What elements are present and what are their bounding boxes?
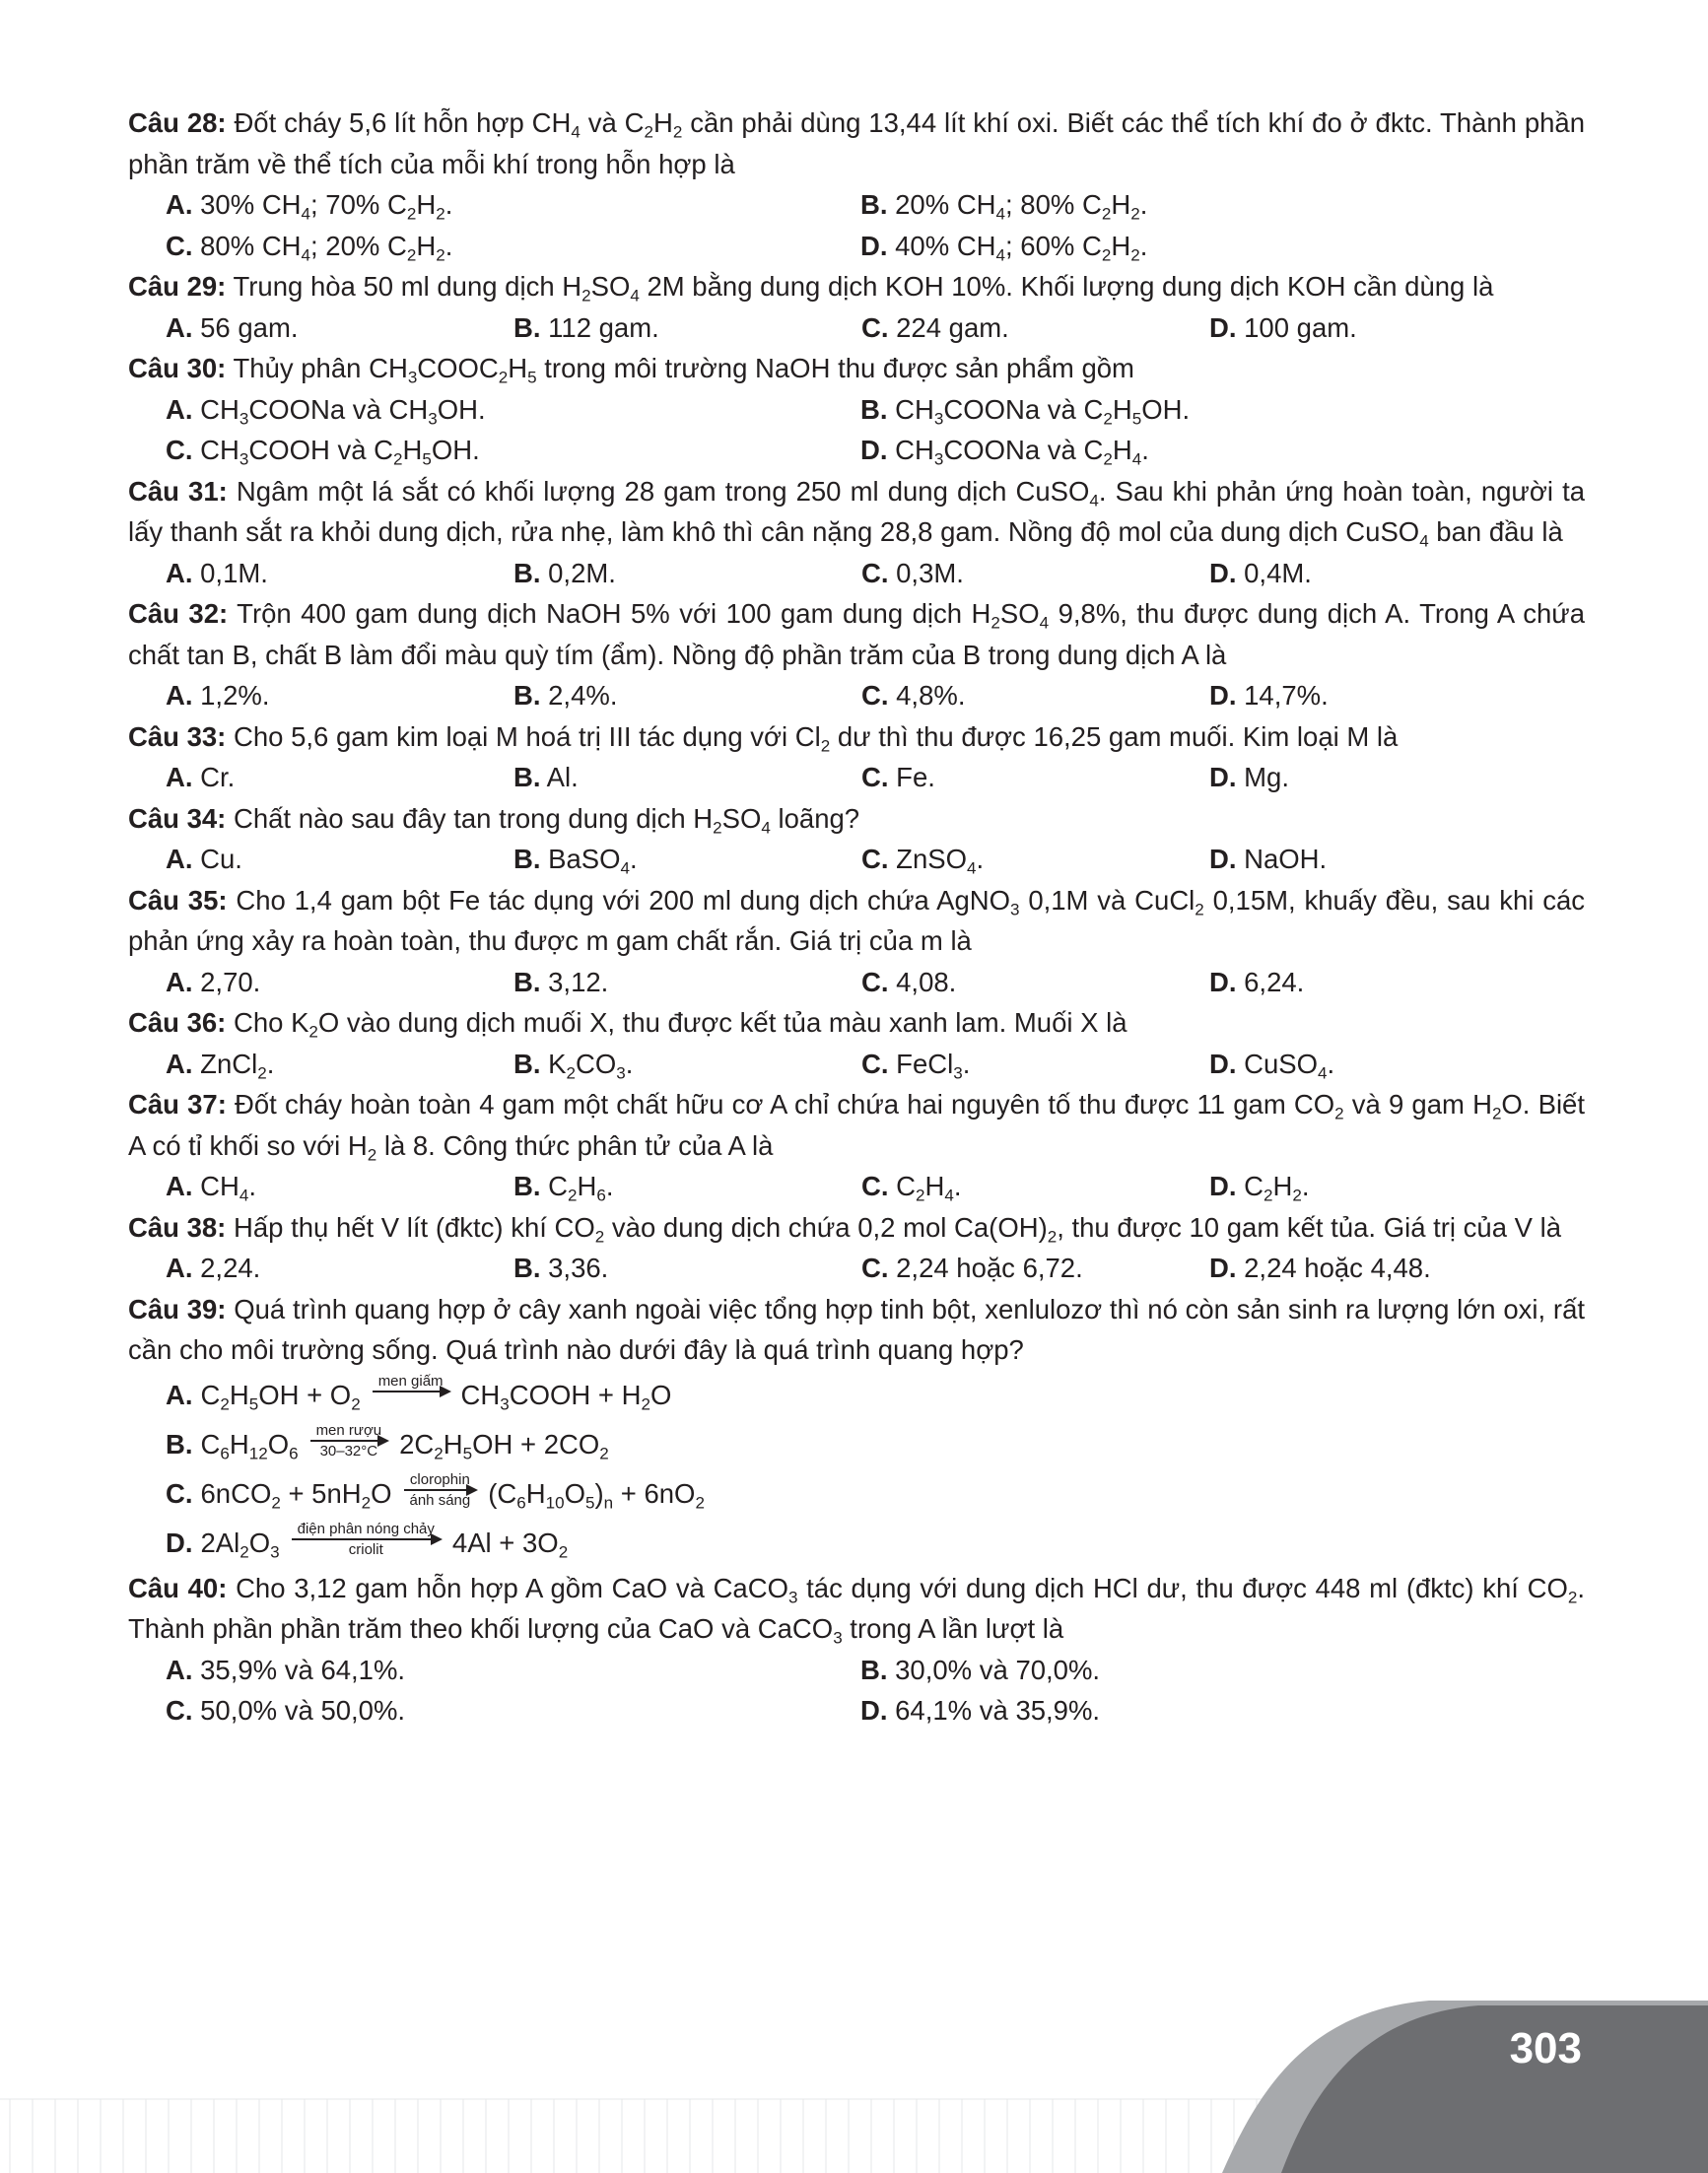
question-text: Ngâm một lá sắt có khối lượng 28 gam trong 250 ml dung dịch CuSO$_4$. Sau khi phản ứng hoàn toàn, người ta lấy thanh sắt ra khỏi dung dịch, rửa nhẹ, làm khô thì cân nặng 28,8 gam. Nồng độ mol của dung dịch CuSO$_4$ ban đầu là [128,475,1586,551]
option-text: 40% $CH_4$; 60% $C_2H_2$. [895,230,1148,264]
option-letter: B. [513,762,541,792]
option-row [128,1690,1585,1732]
arrow-condition-above: men rượu [315,1421,382,1439]
option-text: $CH_3COONa$ và $CH_3OH$. [200,393,486,428]
question-stem [128,348,1585,389]
question-text: Đốt cháy hoàn toàn 4 gam một chất hữu cơ A chỉ chứa hai nguyên tố thu được 11 gam $CO_2$ và 9 gam $H_2O$. Biết A có tỉ khối so với $H_2$ là 8. Công thức phân tử của A là [128,1089,1585,1164]
answer-option [860,226,1555,267]
option-letter: C. [861,762,889,792]
question-number: Câu 40: [128,1572,228,1603]
option-text: $CH_4$. [200,1171,256,1205]
option-text: 30,0% và 70,0%. [895,1654,1101,1685]
answer-option [1209,1044,1557,1085]
option-text: 3,12. [548,966,609,997]
question-text: Trộn 400 gam dung dịch NaOH 5% với 100 gam dung dịch $H_2SO_4$ 9,8%, thu được dung dịch A. Trong A chứa chất tan B, chất B làm đổi màu quỳ tím (ẩm). Nồng độ phần trăm của B trong dung dịch A là [128,598,1585,670]
option-letter: C. [166,1477,193,1509]
option-text: 0,4M. [1244,557,1312,588]
answer-option [860,184,1555,226]
answer-option [513,757,861,798]
answer-option [513,962,861,1003]
answer-option [513,553,861,594]
footer-grid-lines [10,2099,1279,2173]
answer-option [166,1690,860,1732]
option-letter: B. [860,393,888,425]
option-text: Al. [546,762,579,792]
option-letter: A. [166,1171,193,1201]
reaction-arrow [310,1422,388,1460]
arrow-condition-above: clorophin [409,1470,470,1488]
question-stem [128,1568,1585,1650]
option-letter: B. [513,680,541,711]
option-text: $CH_3COONa$ và $C_2H_4$. [895,435,1149,469]
option-text: CuSO$_4$. [1244,1048,1335,1082]
option-letter: D. [1209,844,1237,874]
arrow-line [404,1489,477,1491]
option-letter: D. [1209,1171,1237,1201]
page-number: 303 [1509,2024,1582,2072]
option-letter: D. [1209,311,1237,343]
option-row [128,675,1585,716]
answer-option [166,307,513,349]
option-letter: D. [860,435,888,465]
question-stem [128,1289,1585,1371]
question-stem [128,1002,1585,1044]
answer-option [166,1044,513,1085]
answer-option [860,1690,1555,1732]
option-text: 112 gam. [548,311,659,343]
option-letter: B. [513,557,541,588]
answer-option [166,226,860,267]
option-letter: A. [166,311,193,343]
option-text: Cr. [200,762,236,792]
option-letter: C. [166,435,193,465]
option-letter: C. [861,311,889,343]
option-letter: A. [166,1654,193,1685]
equation-option [128,1420,1585,1469]
option-text: 2,24. [200,1253,261,1283]
option-text: BaSO$_4$. [548,844,638,878]
question-stem [128,798,1585,840]
option-row [128,1166,1585,1207]
reactants: $C_2H_5OH + O_2$ [200,1379,361,1414]
question-stem [128,593,1585,675]
answer-option [513,1044,861,1085]
option-text: $K_2CO_3$. [548,1048,634,1082]
arrow-line [292,1538,441,1540]
option-letter: B. [513,1171,541,1201]
answer-option [166,962,513,1003]
answer-option [166,553,513,594]
option-letter: B. [513,844,541,874]
question-number: Câu 28: [128,107,227,138]
option-row [128,553,1585,594]
question-text: Cho 3,12 gam hỗn hợp A gồm CaO và CaCO$_3$ tác dụng với dung dịch HCl dư, thu được 448 ml (đktc) khí $CO_2$. Thành phần phần trăm theo khối lượng của CaO và CaCO$_3$ trong A lần lượt là [128,1572,1585,1648]
question-text: Hấp thụ hết V lít (đktc) khí $CO_2$ vào dung dịch chứa 0,2 mol $Ca(OH)_2$, thu được 10 gam kết tủa. Giá trị của V là [226,1211,1562,1246]
option-letter: D. [166,1527,193,1558]
question-stem [128,266,1585,307]
answer-option [166,757,513,798]
option-letter: A. [166,966,193,997]
option-text: 14,7%. [1244,680,1329,711]
option-text: $C_2H_4$. [896,1171,962,1205]
option-text: NaOH. [1244,844,1328,874]
question-text: Trung hòa 50 ml dung dịch $H_2SO_4$ 2M bằng dung dịch KOH 10%. Khối lượng dung dịch KOH cần dùng là [226,271,1494,306]
answer-option [166,675,513,716]
question-text: Cho 1,4 gam bột Fe tác dụng với 200 ml dung dịch chứa AgNO$_3$ 0,1M và CuCl$_2$ 0,15M, khuấy đều, sau khi các phản ứng xảy ra hoàn toàn, thu được m gam chất rắn. Giá trị của m là [128,884,1586,956]
option-letter: D. [1209,557,1237,588]
option-letter: C. [166,230,193,261]
option-letter: D. [1209,762,1237,792]
option-text: 0,1M. [200,557,268,588]
answer-option [513,307,861,349]
option-letter: C. [861,1171,889,1201]
answer-option [861,962,1209,1003]
answer-option [861,307,1209,349]
option-text: 64,1% và 35,9%. [895,1695,1101,1726]
option-letter: A. [166,189,193,220]
option-letter: A. [166,557,193,588]
option-text: 80% $CH_4$; 20% $C_2H_2$. [200,230,453,264]
question-text: Cho $K_2O$ vào dung dịch muối X, thu được kết tủa màu xanh lam. Muối X là [226,1007,1127,1042]
answer-option [860,1650,1555,1691]
answer-option [861,1248,1209,1289]
question-stem [128,716,1585,758]
question-text: Cho 5,6 gam kim loại M hoá trị III tác dụng với $Cl_2$ dư thì thu được 16,25 gam muối. Kim loại M là [226,720,1399,755]
option-letter: B. [513,966,541,997]
option-text: Mg. [1244,762,1289,792]
question-list [128,102,1585,1732]
option-text: $C_2H_2$. [1244,1171,1310,1205]
answer-option [1209,553,1557,594]
arrow-condition-above: điện phân nóng chảy [297,1520,435,1537]
option-letter: C. [861,680,889,711]
option-text: Fe. [896,762,935,792]
answer-option [1209,1166,1557,1207]
question-stem [128,880,1585,962]
reaction-arrow [404,1471,477,1509]
option-letter: A. [166,844,193,874]
option-text: 2,24 hoặc 6,72. [896,1253,1083,1283]
arrow-condition-above: men giấm [377,1372,444,1390]
answer-option [1209,307,1557,349]
answer-option [861,757,1209,798]
option-letter: C. [861,557,889,588]
answer-option [1209,1248,1557,1289]
question-number: Câu 33: [128,720,227,752]
option-text: $CH_3COOH$ và $C_2H_5OH$. [200,435,480,469]
question-stem [128,102,1585,184]
option-text: ZnSO$_4$. [896,844,985,878]
option-text: $CH_3COONa$ và $C_2H_5OH$. [895,393,1191,428]
answer-option [166,430,860,471]
arrow-condition-below: ánh sáng [409,1491,471,1509]
arrow-line [310,1440,388,1442]
option-text: 1,2%. [200,680,270,711]
option-text: $C_2H_6$. [548,1171,614,1205]
reactants: $C_6H_{12}O_6$ [200,1428,299,1463]
option-letter: A. [166,762,193,792]
question-number: Câu 37: [128,1089,227,1120]
products: $2C_2H_5OH + 2CO_2$ [399,1428,609,1463]
option-row [128,1044,1585,1085]
option-letter: C. [861,844,889,874]
option-text: 4,08. [896,966,957,997]
question-number: Câu 36: [128,1007,227,1038]
answer-option [513,1166,861,1207]
answer-option [1209,962,1557,1003]
answer-option [1209,757,1557,798]
answer-option [861,675,1209,716]
question-text: Chất nào sau đây tan trong dung dịch $H_2SO_4$ loãng? [226,802,860,837]
reactants: $6nCO_2 + 5nH_2O$ [200,1477,392,1513]
answer-option [513,839,861,880]
option-text: 0,3M. [896,557,964,588]
answer-option [166,1248,513,1289]
option-text: 20% $CH_4$; 80% $C_2H_2$. [895,189,1148,224]
arrow-condition-below: criolit [348,1540,383,1558]
option-letter: B. [513,1253,541,1283]
question-text: Thủy phân $CH_3COOC_2H_5$ trong môi trường NaOH thu được sản phẩm gồm [226,353,1134,387]
option-row [128,757,1585,798]
option-letter: A. [166,680,193,711]
answer-option [166,1166,513,1207]
answer-option [861,553,1209,594]
option-letter: D. [860,1695,888,1726]
option-text: FeCl$_3$. [896,1048,971,1082]
question-stem [128,471,1585,553]
option-row [128,839,1585,880]
option-text: 30% $CH_4$; 70% $C_2H_2$. [200,189,453,224]
arrow-condition-below: 30–32°C [319,1442,378,1460]
option-letter: A. [166,1253,193,1283]
option-row [128,1650,1585,1691]
option-row [128,1248,1585,1289]
option-row [128,389,1585,431]
equation-option [128,1371,1585,1420]
answer-option [166,184,860,226]
option-letter: B. [513,311,541,343]
option-text: 2,4%. [548,680,618,711]
answer-option [166,1650,860,1691]
option-letter: B. [513,1048,541,1079]
question-number: Câu 30: [128,353,227,383]
option-row [128,307,1585,349]
option-text: 3,36. [548,1253,609,1283]
arrow-condition-below [405,1393,417,1410]
equation-option [128,1469,1585,1519]
option-text: 2,24 hoặc 4,48. [1244,1253,1431,1283]
option-letter: B. [860,1654,888,1685]
question-number: Câu 32: [128,598,229,629]
option-letter: D. [1209,1048,1237,1079]
option-letter: A. [166,393,193,425]
equation-option [128,1519,1585,1568]
question-number: Câu 35: [128,884,228,916]
products: $(C_6H_{10}O_5)_n + 6nO_2$ [488,1477,705,1513]
option-text: 100 gam. [1244,311,1357,343]
arrow-line [373,1391,449,1392]
option-letter: C. [861,966,889,997]
option-text: 2,70. [200,966,261,997]
question-number: Câu 38: [128,1211,227,1243]
option-letter: A. [166,1379,193,1410]
option-row [128,962,1585,1003]
footer-band [0,2001,1708,2173]
answer-option [861,1166,1209,1207]
option-row [128,430,1585,471]
reaction-arrow [292,1521,441,1558]
question-text: Đốt cháy 5,6 lít hỗn hợp $CH_4$ và $C_2H_2$ cần phải dùng 13,44 lít khí oxi. Biết các thể tích khí đo ở đktc. Thành phần phần trăm về thể tích của mỗi khí trong hỗn hợp là [128,107,1585,179]
option-text: 35,9% và 64,1%. [200,1654,406,1685]
answer-option [860,389,1555,431]
question-number: Câu 34: [128,802,227,834]
question-number: Câu 31: [128,475,228,507]
reactants: $2Al_2O_3$ [200,1527,280,1562]
products: $4Al + 3O_2$ [451,1527,569,1562]
option-letter: C. [861,1048,889,1079]
option-letter: D. [1209,1253,1237,1283]
option-text: 50,0% và 50,0%. [200,1695,406,1726]
option-letter: C. [166,1695,193,1726]
answer-option [513,1248,861,1289]
option-row [128,226,1585,267]
answer-option [1209,675,1557,716]
option-letter: D. [1209,680,1237,711]
question-text: Quá trình quang hợp ở cây xanh ngoài việc tổng hợp tinh bột, xenlulozơ thì nó còn sản sinh ra lượng lớn oxi, rất cần cho môi trường sống. Quá trình nào dưới đây là quá trình quang hợp? [128,1293,1585,1365]
option-text: 224 gam. [896,311,1009,343]
option-letter: B. [166,1428,193,1460]
question-number: Câu 29: [128,271,227,302]
answer-option [860,430,1555,471]
option-text: Cu. [200,844,242,874]
answer-option [861,839,1209,880]
question-number: Câu 39: [128,1293,227,1324]
option-row [128,184,1585,226]
option-text: 56 gam. [200,311,299,343]
option-text: ZnCl$_2$. [200,1048,275,1082]
question-stem [128,1207,1585,1249]
option-letter: D. [860,230,888,261]
question-stem [128,1084,1585,1166]
option-text: 6,24. [1244,966,1305,997]
option-letter: D. [1209,966,1237,997]
products: $CH_3COOH + H_2O$ [460,1379,672,1414]
answer-option [861,1044,1209,1085]
answer-option [1209,839,1557,880]
option-text: 0,2M. [548,557,616,588]
option-letter: B. [860,189,888,220]
reaction-arrow [373,1373,449,1410]
option-letter: A. [166,1048,193,1079]
answer-option [513,675,861,716]
answer-option [166,839,513,880]
option-letter: C. [861,1253,889,1283]
answer-option [166,389,860,431]
option-text: 4,8%. [896,680,966,711]
